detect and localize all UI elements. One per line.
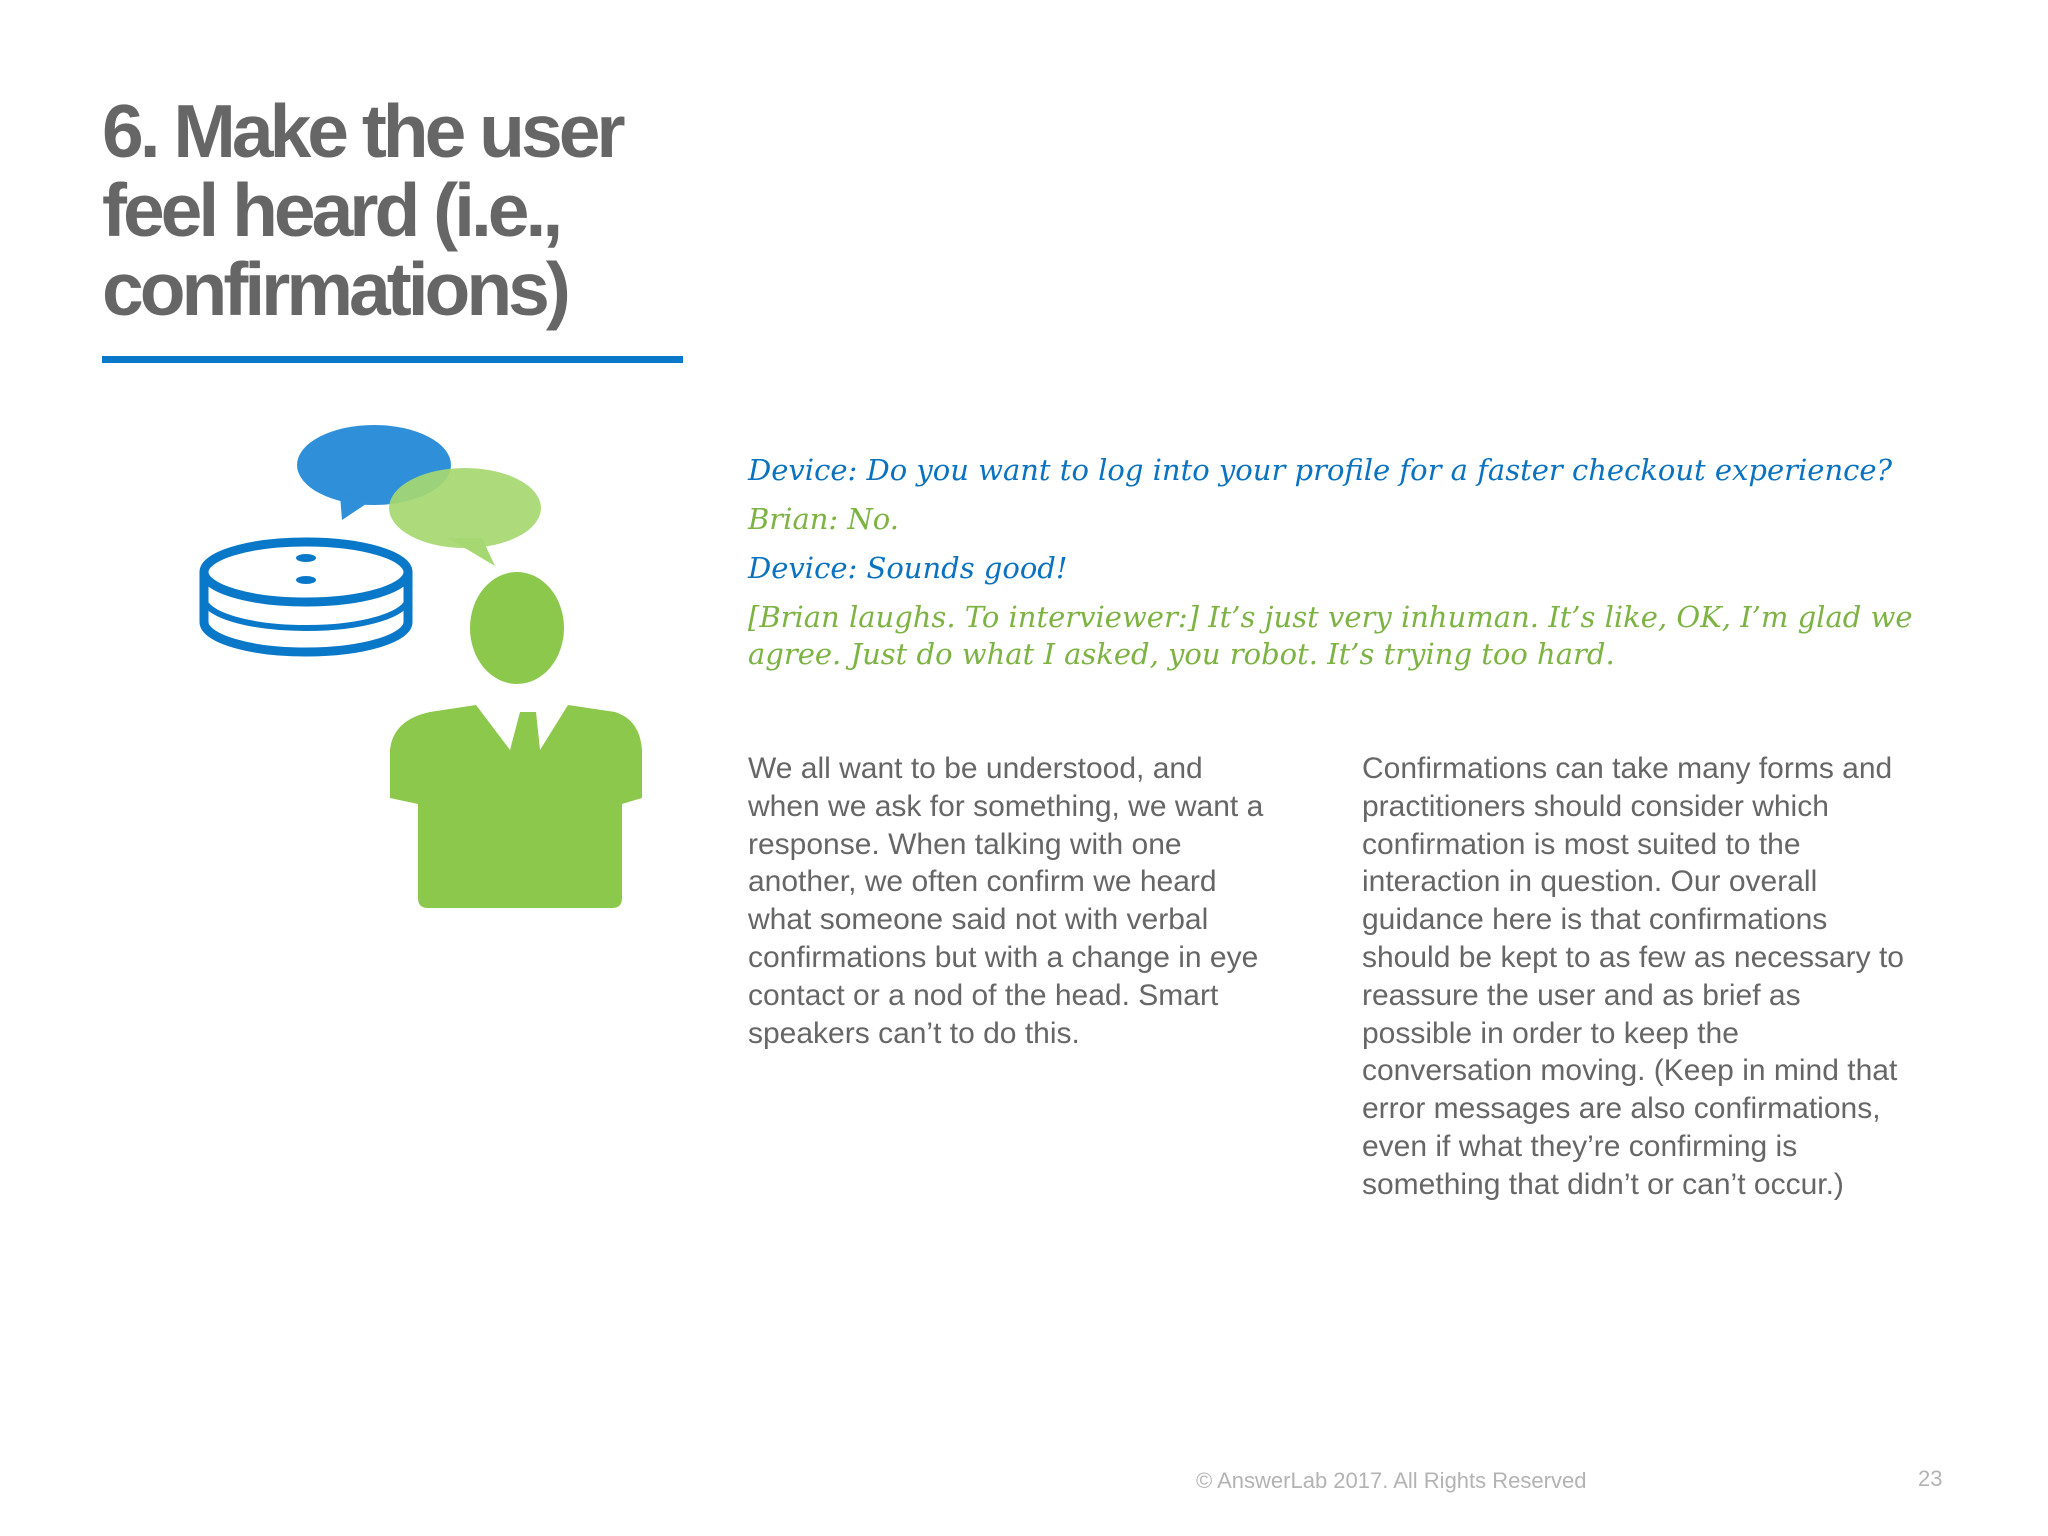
body-line: interaction in question. Our overall bbox=[1362, 865, 1818, 899]
page-number: 23 bbox=[1918, 1466, 1943, 1491]
body-line: speakers can’t to do this. bbox=[748, 1016, 1080, 1050]
footer-copyright: © AnswerLab 2017. All Rights Reserved bbox=[1196, 1468, 1587, 1493]
body-line: confirmations but with a change in eye bbox=[748, 940, 1259, 974]
body-line: We all want to be understood, and bbox=[748, 752, 1203, 785]
person-icon bbox=[390, 572, 642, 908]
page-title bbox=[102, 89, 722, 331]
body-line: what someone said not with verbal bbox=[748, 903, 1209, 937]
body-line: guidance here is that confirmations bbox=[1362, 903, 1828, 937]
body-line: even if what they’re confirming is bbox=[1362, 1129, 1798, 1163]
title-line: confirmations) bbox=[102, 247, 567, 331]
dialogue-quote bbox=[748, 452, 1968, 685]
title-underline bbox=[102, 356, 683, 363]
body-paragraph-right bbox=[1362, 750, 1982, 1204]
title-line: feel heard (i.e., bbox=[102, 168, 560, 252]
body-paragraph-left bbox=[748, 750, 1318, 1052]
body-line: something that didn’t or can’t occur.) bbox=[1362, 1167, 1844, 1201]
title-line: 6. Make the user bbox=[102, 89, 622, 173]
body-line: practitioners should consider which bbox=[1362, 789, 1829, 823]
body-line: response. When talking with one bbox=[748, 827, 1182, 861]
body-line: conversation moving. (Keep in mind that bbox=[1362, 1054, 1898, 1088]
smart-speaker-icon bbox=[204, 542, 408, 652]
dialogue-line-device: Device: Do you want to log into your profile for a faster checkout experience? bbox=[748, 453, 1893, 487]
body-line: when we ask for something, we want a bbox=[748, 789, 1264, 823]
dialogue-line-brian: [Brian laughs. To interviewer:] It’s just very inhuman. It’s like, OK, I’m glad we agree. Just do what I asked, you robot. It’s trying too hard. bbox=[748, 600, 1913, 671]
body-line: reassure the user and as brief as bbox=[1362, 978, 1801, 1012]
body-line: possible in order to keep the bbox=[1362, 1016, 1739, 1050]
body-line: Confirmations can take many forms and bbox=[1362, 752, 1893, 785]
body-line: contact or a nod of the head. Smart bbox=[748, 978, 1219, 1012]
dialogue-line-brian: Brian: No. bbox=[748, 502, 899, 536]
dialogue-line-device: Device: Sounds good! bbox=[748, 551, 1068, 585]
body-line: another, we often confirm we heard bbox=[748, 865, 1217, 899]
illustration bbox=[190, 420, 660, 920]
speech-bubble-green-icon bbox=[389, 468, 541, 566]
body-line: should be kept to as few as necessary to bbox=[1362, 940, 1904, 974]
body-line: error messages are also confirmations, bbox=[1362, 1092, 1881, 1126]
body-line: confirmation is most suited to the bbox=[1362, 827, 1801, 861]
